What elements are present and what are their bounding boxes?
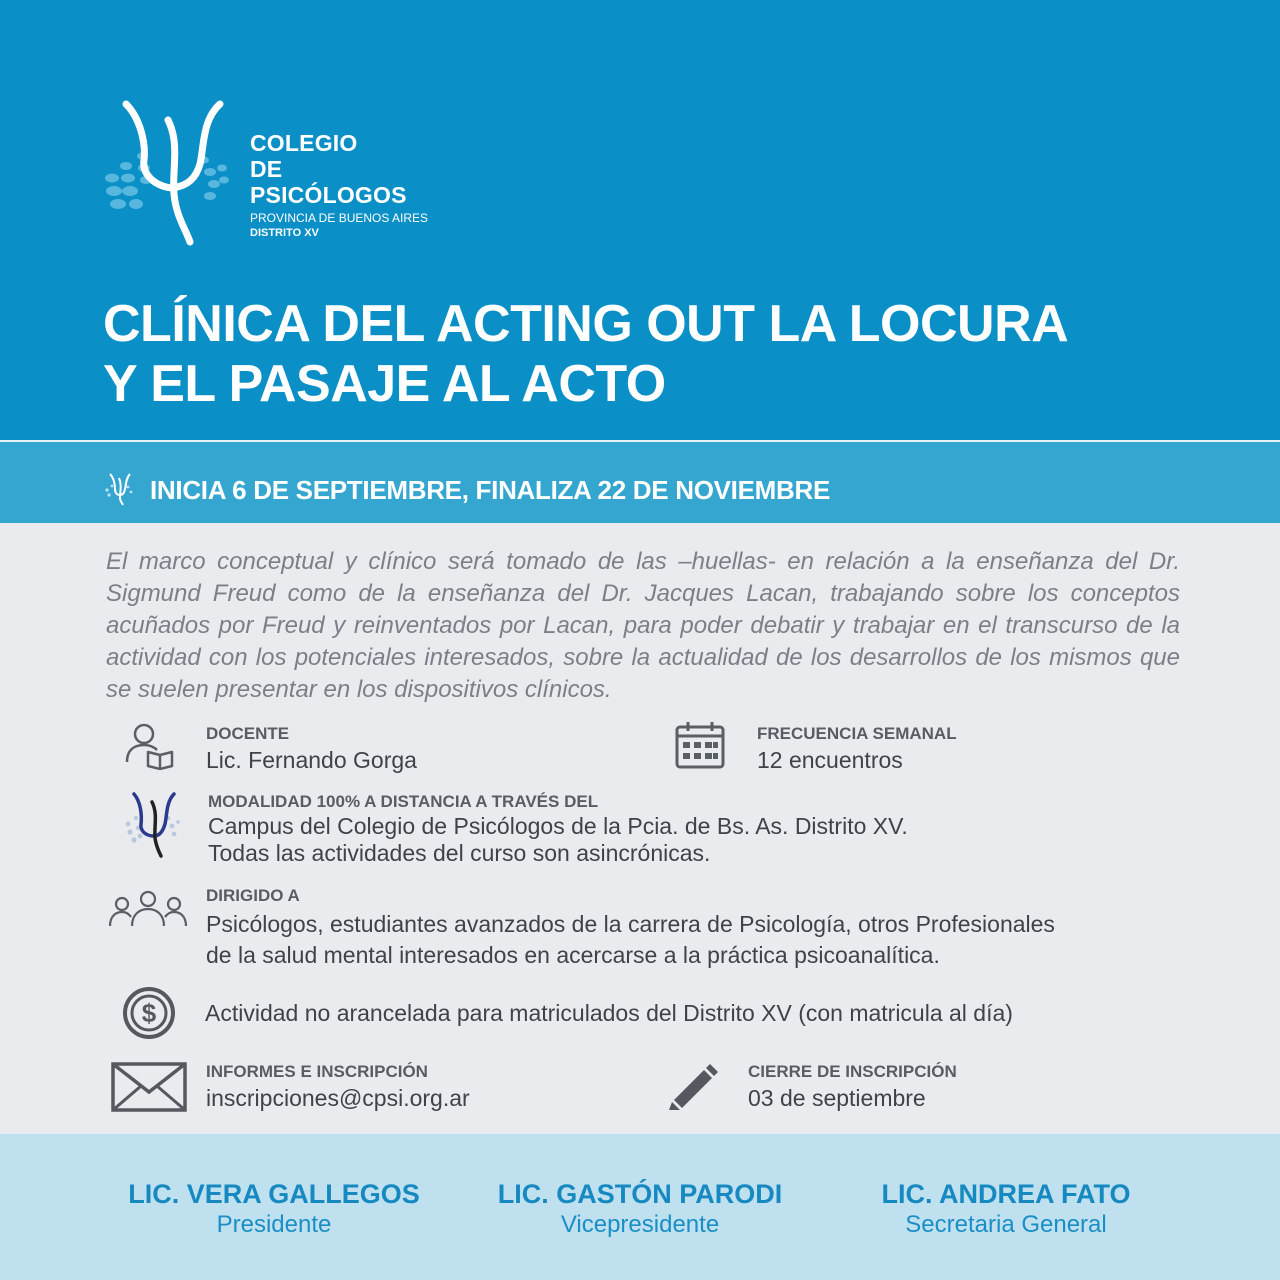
date-bar bbox=[0, 440, 1280, 523]
calendar-icon bbox=[675, 721, 725, 774]
logo-line-3: PROVINCIA DE BUENOS AIRES bbox=[250, 211, 429, 225]
course-dates: INICIA 6 DE SEPTIEMBRE, FINALIZA 22 DE NOVIEMBRE bbox=[150, 475, 830, 505]
frequency-label: FRECUENCIA SEMANAL bbox=[757, 724, 957, 743]
audience-value-line-1: Psicólogos, estudiantes avanzados de la carrera de Psicología, otros Profesionales bbox=[206, 911, 1055, 937]
deadline-label: CIERRE DE INSCRIPCIÓN bbox=[748, 1062, 957, 1081]
psi-small-icon bbox=[104, 472, 134, 506]
frequency-value: 12 encuentros bbox=[757, 747, 903, 773]
contact-block bbox=[206, 1061, 470, 1113]
modality-value-line-2: Todas las actividades del curso son asincrónicas. bbox=[208, 840, 711, 866]
course-title bbox=[103, 294, 1243, 414]
signature-name: LIC. VERA GALLEGOS bbox=[128, 1179, 420, 1209]
header-banner bbox=[0, 0, 1280, 440]
svg-text:$: $ bbox=[141, 998, 157, 1028]
fee-block bbox=[205, 998, 1013, 1028]
modality-block bbox=[208, 791, 908, 867]
signature-president bbox=[74, 1178, 474, 1240]
psi-logo-icon bbox=[100, 98, 240, 248]
teacher-book-icon bbox=[124, 722, 176, 775]
course-title-line-1: CLÍNICA DEL ACTING OUT LA LOCURA bbox=[103, 295, 1069, 353]
signature-role: Secretaria General bbox=[905, 1211, 1107, 1238]
contact-label: INFORMES E INSCRIPCIÓN bbox=[206, 1062, 428, 1081]
signature-vicepresident bbox=[440, 1178, 840, 1240]
course-description: El marco conceptual y clínico será tomado de las –huellas- en relación a la enseñanza del Dr. Sigmund Freud como de la enseñanza del Dr. Jacques Lacan, trabajando sobre los conceptos acuñados por Freud y reinventados por Lacan, para poder debatir y trabajar en el transcurso de la actividad con los potenciales interesados, sobre la actualidad de los desarrollos de los mismos que se suelen presentar en los dispositivos clínicos. bbox=[106, 548, 1180, 703]
group-icon bbox=[108, 890, 188, 935]
signature-name: LIC. ANDREA FATO bbox=[881, 1179, 1131, 1209]
teacher-label: DOCENTE bbox=[206, 724, 290, 743]
envelope-icon bbox=[111, 1062, 187, 1117]
psi-logo-icon bbox=[122, 790, 182, 863]
modality-value-line-1: Campus del Colegio de Psicólogos de la Pcia. de Bs. As. Distrito XV. bbox=[208, 813, 908, 839]
deadline-value: 03 de septiembre bbox=[748, 1085, 926, 1111]
signature-name: LIC. GASTÓN PARODI bbox=[497, 1179, 783, 1209]
signature-role: Presidente bbox=[216, 1211, 332, 1238]
signature-secretary bbox=[806, 1178, 1206, 1240]
frequency-block bbox=[757, 723, 957, 775]
deadline-block bbox=[748, 1061, 957, 1113]
teacher-block bbox=[206, 723, 417, 775]
audience-label: DIRIGIDO A bbox=[206, 886, 300, 905]
course-title-line-2: Y EL PASAJE AL ACTO bbox=[103, 355, 666, 413]
logo-line-1: COLEGIO bbox=[250, 130, 358, 156]
teacher-name: Lic. Fernando Gorga bbox=[206, 747, 417, 773]
organization-logo bbox=[100, 98, 440, 248]
footer-signatures bbox=[0, 1134, 1280, 1280]
signature-role: Vicepresidente bbox=[560, 1211, 720, 1238]
logo-line-4: DISTRITO XV bbox=[250, 227, 319, 239]
pencil-icon bbox=[668, 1062, 718, 1115]
logo-text bbox=[250, 130, 440, 240]
logo-line-2: DE PSICÓLOGOS bbox=[250, 156, 407, 208]
fee-value: Actividad no arancelada para matriculados del Distrito XV (con matricula al día) bbox=[205, 1000, 1013, 1026]
audience-block bbox=[206, 885, 1055, 971]
contact-email-link[interactable]: inscripciones@cpsi.org.ar bbox=[206, 1085, 470, 1111]
modality-label: MODALIDAD 100% A DISTANCIA A TRAVÉS DEL bbox=[208, 792, 599, 811]
audience-value-line-2: de la salud mental interesados en acercarse a la práctica psicoanalítica. bbox=[206, 942, 940, 968]
dollar-icon bbox=[122, 986, 176, 1045]
